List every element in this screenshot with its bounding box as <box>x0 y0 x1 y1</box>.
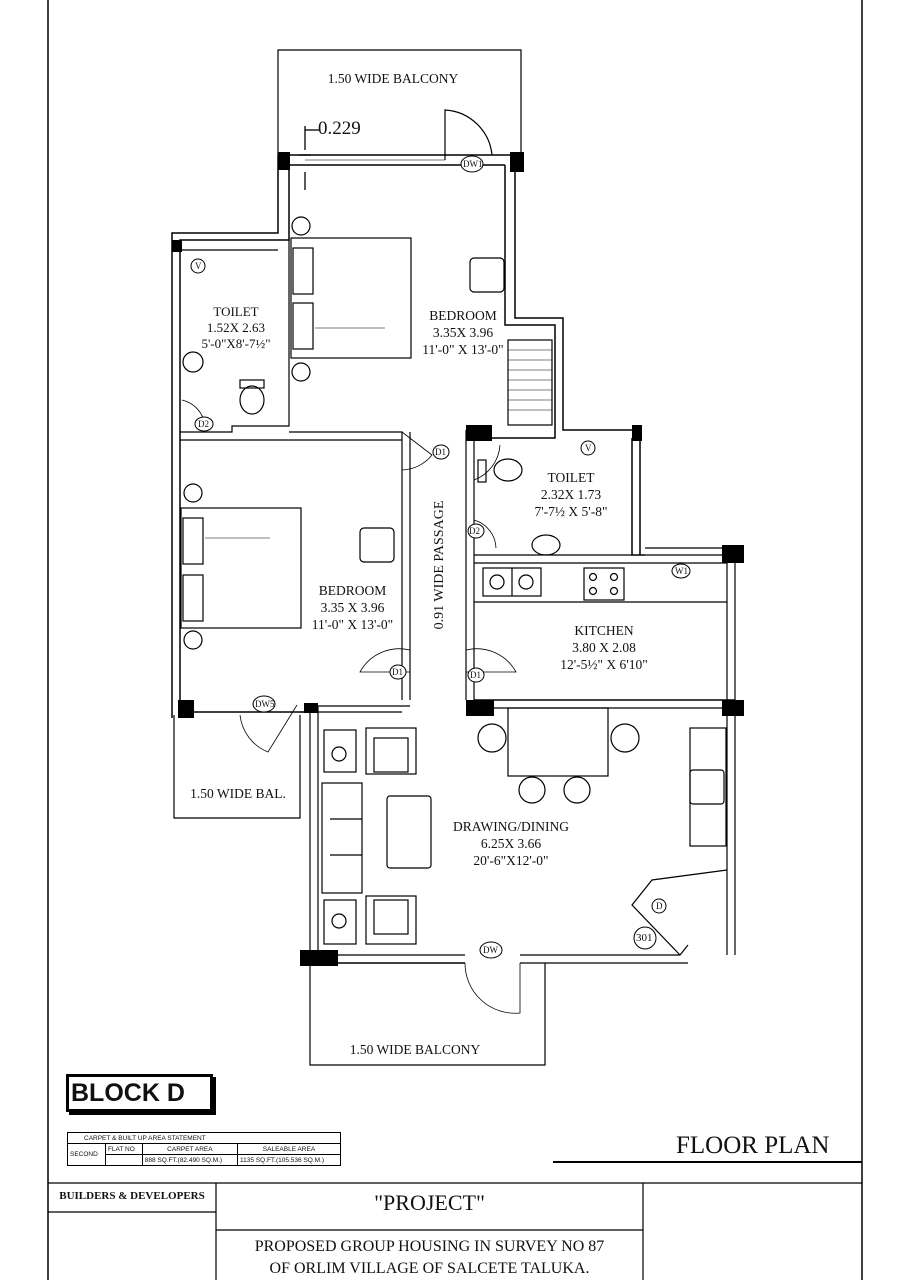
saleable-area-cell: 1135 SQ.FT.(105.536 SQ.M.) <box>237 1155 340 1166</box>
header-saleable-area: SALEABLE AREA <box>237 1144 340 1155</box>
floor-plan-label: FLOOR PLAN <box>676 1132 830 1159</box>
flat-no-cell <box>105 1155 142 1166</box>
toilet-right-name: TOILET <box>547 470 595 485</box>
area-statement-table <box>67 1132 341 1166</box>
description-line-2: OF ORLIM VILLAGE OF SALCETE TALUKA. <box>269 1260 590 1277</box>
toilet-right-label <box>515 469 627 520</box>
tag-dw: DW <box>483 945 498 955</box>
bedroom-left-metric: 3.35 X 3.96 <box>320 600 385 615</box>
toilet-left-imperial: 5'-0"X8'-7½" <box>201 336 271 351</box>
balcony-bottom-text: 1.50 WIDE BALCONY <box>349 1042 481 1057</box>
passage-label: 0.91 WIDE PASSAGE <box>432 500 447 630</box>
bedroom-top-metric: 3.35X 3.96 <box>432 325 494 340</box>
kitchen-imperial: 12'-5½" X 6'10" <box>560 657 648 672</box>
tag-d1-right: D1 <box>470 670 481 680</box>
bedroom-left-imperial: 11'-0" X 13'-0" <box>311 617 394 632</box>
balcony-top-text: 1.50 WIDE BALCONY <box>327 71 459 86</box>
balcony-left-text: 1.50 WIDE BAL. <box>190 786 286 801</box>
bedroom-top-name: BEDROOM <box>429 308 497 323</box>
drawing-dining-imperial: 20'-6"X12'-0" <box>473 853 549 868</box>
project-label: "PROJECT" <box>374 1190 485 1215</box>
toilet-left-label <box>174 304 298 352</box>
toilet-left-metric: 1.52X 2.63 <box>206 320 266 335</box>
carpet-area-cell: 888 SQ.FT.(82.490 SQ.M.) <box>142 1155 237 1166</box>
builders-label: BUILDERS & DEVELOPERS <box>59 1190 205 1202</box>
dimension-label <box>318 119 361 139</box>
kitchen-metric: 3.80 X 2.08 <box>572 640 636 655</box>
tag-v-right: V <box>585 443 592 453</box>
bedroom-top-imperial: 11'-0" X 13'-0" <box>422 342 504 357</box>
floor-cell: SECOND <box>68 1144 106 1166</box>
toilet-right-imperial: 7'-7½ X 5'-8" <box>534 504 608 519</box>
drawing-dining-label <box>440 818 582 869</box>
header-carpet-area: CARPET AREA <box>142 1144 237 1155</box>
bedroom-left-name: BEDROOM <box>318 583 387 598</box>
tag-dw1: DW1 <box>463 159 483 169</box>
bedroom-left-label <box>300 582 405 633</box>
tag-d1-top: D1 <box>435 447 446 457</box>
tag-d: D <box>656 901 663 911</box>
tag-w1: W1 <box>675 566 688 576</box>
description-line-1: PROPOSED GROUP HOUSING IN SURVEY NO 87 <box>254 1238 605 1255</box>
tag-d1-left: D1 <box>392 667 403 677</box>
toilet-right-metric: 2.32X 1.73 <box>540 487 602 502</box>
dimension-text: 0.229 <box>318 118 361 139</box>
header-flat-no: FLAT NO <box>105 1144 142 1155</box>
tag-d2-right: D2 <box>469 526 480 536</box>
block-label: BLOCK D <box>66 1074 213 1112</box>
tag-v-left: V <box>195 261 202 271</box>
drawing-dining-name: DRAWING/DINING <box>453 819 569 834</box>
tag-dw5: DW5 <box>255 699 275 709</box>
flat-number: 301 <box>636 932 653 944</box>
balcony-left-label <box>178 785 298 802</box>
balcony-bottom-label <box>340 1041 490 1058</box>
drawing-dining-metric: 6.25X 3.66 <box>480 836 542 851</box>
balcony-top-label <box>318 70 468 87</box>
kitchen-label <box>538 622 670 673</box>
tag-d2-left: D2 <box>198 419 209 429</box>
area-statement-title: CARPET & BUILT UP AREA STATEMENT <box>68 1133 341 1144</box>
kitchen-name: KITCHEN <box>574 623 634 638</box>
bedroom-top-label <box>410 307 516 358</box>
toilet-left-name: TOILET <box>213 304 259 319</box>
